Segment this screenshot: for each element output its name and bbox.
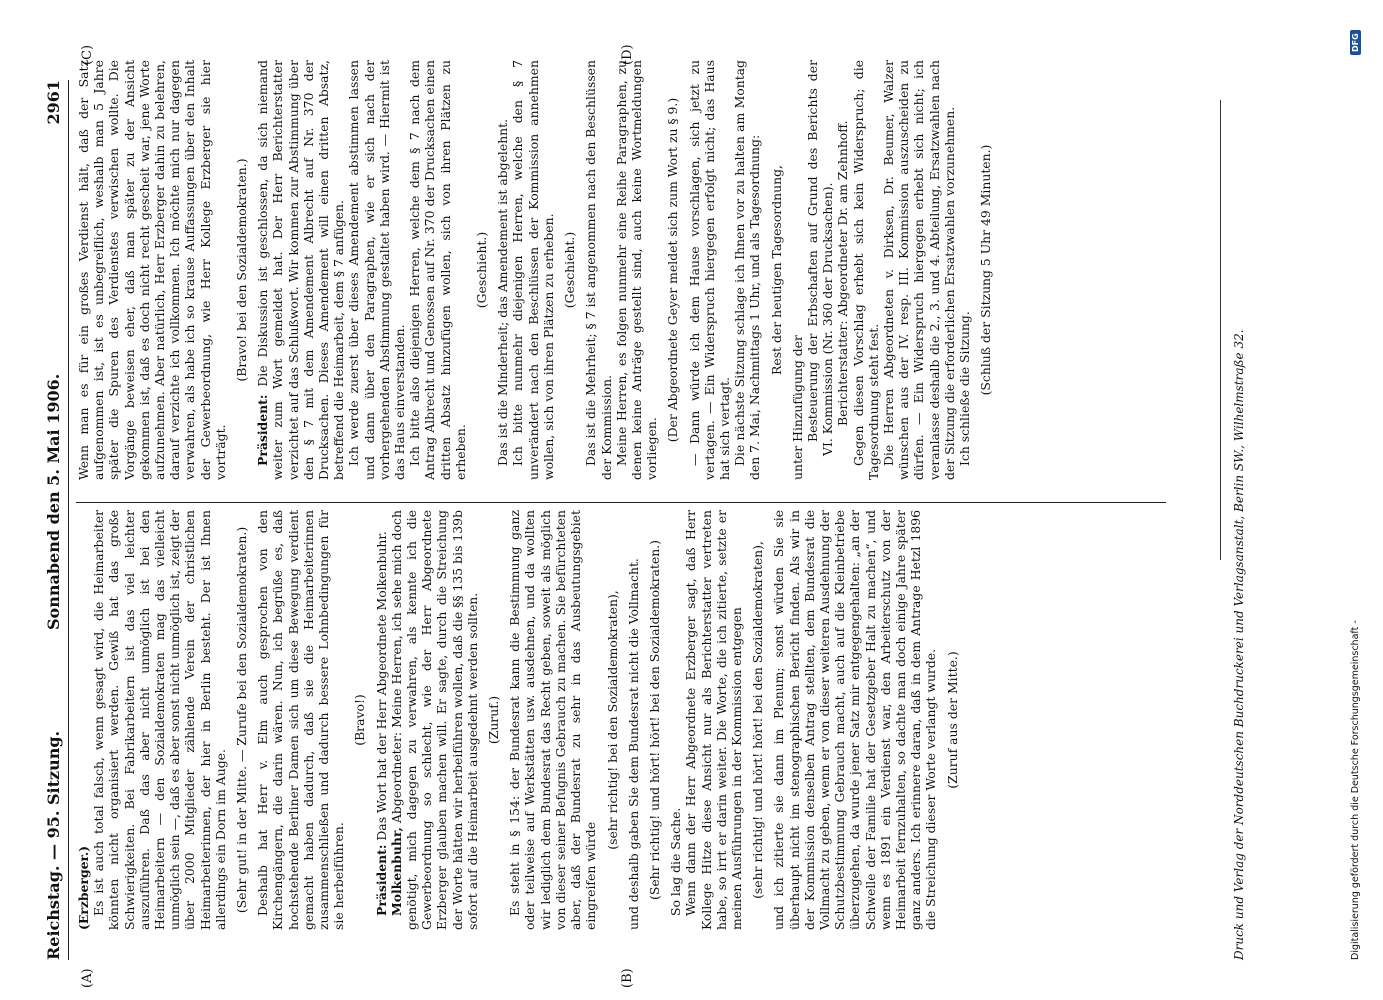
paragraph — [389, 510, 480, 930]
paragraph: Ich werde zuerst über dieses Amendement abstimmen lassen und dann über den Paragraphen, wie er sich nach der vorhergehenden Abstimmung gestaltet haben wird. — Hiermit ist das Haus einverstanden. — [346, 60, 408, 480]
interjection: (Sehr gut! in der Mitte. — Zurufe bei den Sozialdemokraten.) — [234, 526, 250, 914]
paragraph — [255, 60, 346, 480]
speaker-tag: (Erzberger.) — [76, 845, 91, 930]
speaker-label: Molkenbuhr, — [388, 827, 404, 916]
interjection: (Der Abgeordnete Geyer meldet sich zum Wort zu § 9.) — [665, 97, 681, 443]
paragraph — [374, 510, 389, 930]
header-date: Sonnabend den 5. Mai 1906. — [44, 373, 63, 630]
paragraph: Wenn man es für ein großes Verdienst hält, daß der Satz aufgenommen ist, ist es unbegreiflich, weshalb man 5 Jahre später die Spuren des Verdienstes verwischen wollte. Die Vorgänge beweisen eher, daß man später zu der Ansicht gekommen ist, daß es doch nicht recht gescheit war, jene Worte aufzunehmen. Aber natürlich, Herr Erzberger dahin zu belehren, darauf verzichte ich vollkommen. Ich möchte mich nur dagegen verwahren, als habe ich so krause Auffassungen über den Inhalt der Gewerbeordnung, wie Herr Kollege Erzberger sie hier vorträgt. — [76, 60, 228, 480]
interjection: (Geschieht.) — [562, 231, 578, 309]
margin-marker-a: (A) — [80, 968, 95, 988]
margin-marker-c: (C) — [80, 44, 95, 65]
paragraph: Das ist die Minderheit; das Amendement ist abgelehnt. — [495, 118, 511, 466]
margin-marker-b: (B) — [620, 968, 635, 988]
interjection: (sehr richtig! und hört! hört! bei den Sozialdemokraten), — [750, 541, 766, 899]
paragraph: Die Herren Abgeordneten v. Dirksen, Dr. Beumer, Walzer wünschen aus der IV. resp. III. Kommission auszuscheiden zu dürfen. — Ein Widerspruch hiergegen erhebt sich nicht; ich veranlasse deshalb die 2., 3. und 4. Abteilung, Ersatzwahlen nach der Sitzung die erforderlichen Ersatzwahlen vorzunehmen. — [880, 60, 957, 480]
margin-marker-d: (D) — [620, 44, 635, 65]
paragraph: und deshalb gaben Sie dem Bundesrat nicht die Vollmacht. — [625, 558, 641, 930]
interjection: (Bravo! bei den Sozialdemokraten.) — [234, 158, 250, 382]
interjection: (Geschieht.) — [474, 231, 490, 309]
agenda-item: Besteuerung der Erbschaften auf Grund des Berichts der VI. Kommission (Nr. 360 der Drucksachen). — [804, 60, 836, 456]
interjection: (Schluß der Sitzung 5 Uhr 49 Minuten.) — [978, 144, 994, 396]
digitization-credit: Digitalisierung gefördert durch die Deutsche Forschungsgemeinschaft - — [1350, 620, 1361, 960]
right-column — [76, 60, 1156, 480]
paragraph: Ich schließe die Sitzung. — [956, 311, 972, 466]
footer-rule — [1220, 100, 1221, 560]
paragraph-text: Abgeordneter: Meine Herren, ich sehe mich doch genötigt, mich dagegen zu verwahren, als kennte ich die Gewerbeordnung so schlecht, wie der Herr Abgeordnete Erzberger glauben machen will. Er sagte, durch die Streichung der Worte hätten wir herbeiführen wollen, daß die §§ 135 bis 139b sofort auf die Heimarbeit ausgedehnt werden sollten. — [388, 510, 480, 930]
paragraph-text: Das Wort hat der Herr Abgeordnete Molkenbuhr. — [373, 531, 389, 841]
paragraph: und ich zitierte sie dann im Plenum; sonst würden Sie sie überhaupt nicht im stenographischen Bericht finden. Als wir in der Kommission denselben Antrag stellten, dem Bundesrat die Vollmacht zu geben, wenn er von dieser weiteren Ausdehnung der Schutzbestimmung Gebrauch macht, auch auf die Kleinbetriebe überzugehen, da wurde jener Satz mir entgegengehalten: „an der Schwelle der Familie hat der Gesetzgeber Halt zu machen“, und wenn es 1891 ein Verdienst war, den Arbeiterschutz von der Heimarbeit fernzuhalten, so dachte man doch einige Jahre später ganz anders. Ich erinnere daran, daß in dem Antrage Hetzl 1896 die Streichung dieser Worte verlangt wurde. — [771, 510, 939, 930]
paragraph: Die nächste Sitzung schlage ich Ihnen vor zu halten am Montag den 7. Mai, Nachmittags 1 Uhr, und als Tagesordnung: — [732, 60, 763, 480]
interjection: (Sehr richtig! und hört! hört! bei den Sozialdemokraten.) — [646, 540, 662, 900]
paragraph: Gegen diesen Vorschlag erhebt sich kein Widerspruch; die Tagesordnung steht fest. — [850, 60, 881, 480]
paragraph: Es ist auch total falsch, wenn gesagt wird, die Heimarbeiter könnten nicht organisiert werden. Gewiß hat das große Schwierigkeiten. Bei Fabrikarbeitern ist das viel leichter auszuführen. Daß das aber nicht unmöglich ist bei den Heimarbeitern — den Sozialdemokraten mag das vielleicht unmöglich sein —, daß es aber sonst nicht unmöglich ist, zeigt der über 2000 Mitglieder zählende Verein der christlichen Heimarbeiterinnen, der hier in Berlin besteht. Der ist Ihnen allerdings ein Dorn im Auge. — [91, 510, 228, 930]
dfg-logo: DFG — [1350, 30, 1361, 55]
interjection: (Zuruf.) — [486, 695, 502, 745]
paragraph: So lag die Sache. — [668, 807, 684, 916]
paragraph: — Dann würde ich dem Hause vorschlagen, sich jetzt zu vertagen. — Ein Widerspruch hiergegen erfolgt nicht; das Haus hat sich vertagt. — [686, 60, 732, 480]
paragraph: Meine Herren, es folgen nunmehr eine Reihe Paragraphen, zu denen keine Anträge gestellt sind, auch keine Wortmeldungen vorliegen. — [613, 60, 660, 480]
paragraph: Das ist die Mehrheit; § 7 ist angenommen nach den Beschlüssen der Kommission. — [583, 60, 614, 480]
paragraph: Ich bitte nunmehr diejenigen Herren, welche den § 7 unverändert nach den Beschlüssen der Kommission annehmen wollen, sich von ihren Plätzen zu erheben. — [510, 60, 556, 480]
left-column — [76, 510, 1156, 930]
page-number: 2961 — [44, 80, 63, 125]
interjection: (Zuruf aus der Mitte.) — [944, 651, 960, 789]
interjection: (sehr richtig! bei den Sozialdemokraten), — [604, 590, 620, 850]
speaker-label: Präsident: — [255, 394, 271, 466]
interjection: (Bravo!) — [352, 694, 368, 746]
paragraph: Wenn dann der Herr Abgeordnete Erzberger sagt, daß Herr Kollege Hitze diese Ansicht nur als Berichterstatter vertreten habe, so irrt er darin weiter. Die Worte, die ich zitierte, setzte er meinen Ausführungen in der Kommission entgegen — [683, 510, 744, 930]
paragraph: Deshalb hat Herr v. Elm auch gesprochen von den Kirchengängern, die darin wären. Nun, ich begrüße es, daß hochstehende Berliner Damen sich um diese Bewegung verdient gemacht haben dadurch, daß sie die Heimarbeiterinnen zusammenschließen und dadurch bessere Lohnbedingungen für sie herbeiführen. — [255, 510, 347, 930]
speaker-label: Präsident: — [373, 844, 389, 916]
paragraph: Ich bitte also diejenigen Herren, welche dem § 7 nach dem Antrag Albrecht und Genossen auf Nr. 370 der Drucksachen einen dritten Absatz hinzufügen wollen, sich von ihren Plätzen zu erheben. — [407, 60, 468, 480]
page-header — [40, 80, 69, 960]
agenda-item: Rest der heutigen Tagesordnung, — [768, 165, 784, 375]
paragraph: Es steht in § 154: der Bundesrat kann die Bestimmung ganz oder teilweise auf Werkstätten usw. ausdehnen, und da wollten wir lediglich dem Bundesrat das Recht geben, soweit als möglich von dieser seiner Befugnis Gebrauch zu machen. Sie befürchteten aber, daß der Bundesrat zu sehr in das Ausbeutungsgebiet eingreifen würde — [507, 510, 599, 930]
column-divider — [76, 502, 1166, 503]
paragraph: unter Hinzufügung der — [789, 335, 805, 480]
header-title: Reichstag. — 95. Sitzung. — [44, 730, 63, 960]
paragraph-text: Die Diskussion ist geschlossen, da sich niemand weiter zum Wort gemeldet hat. Der Herr Berichterstatter verzichtet auf das Schlußwort. Wir kommen zur Abstimmung über den § 7 mit dem Amendement Albrecht auf Nr. 370 der Drucksachen. Dieses Amendement will einen dritten Absatz, betreffend die Heimarbeit, dem § 7 anfügen. — [255, 60, 347, 480]
printer-imprint: Druck und Verlag der Norddeutschen Buchdruckerei und Verlagsanstalt, Berlin SW., Wilhelmstraße 32. — [1232, 329, 1246, 960]
rapporteur: Berichterstatter: Abgeordneter Dr. am Zehnhoff. — [835, 120, 851, 426]
